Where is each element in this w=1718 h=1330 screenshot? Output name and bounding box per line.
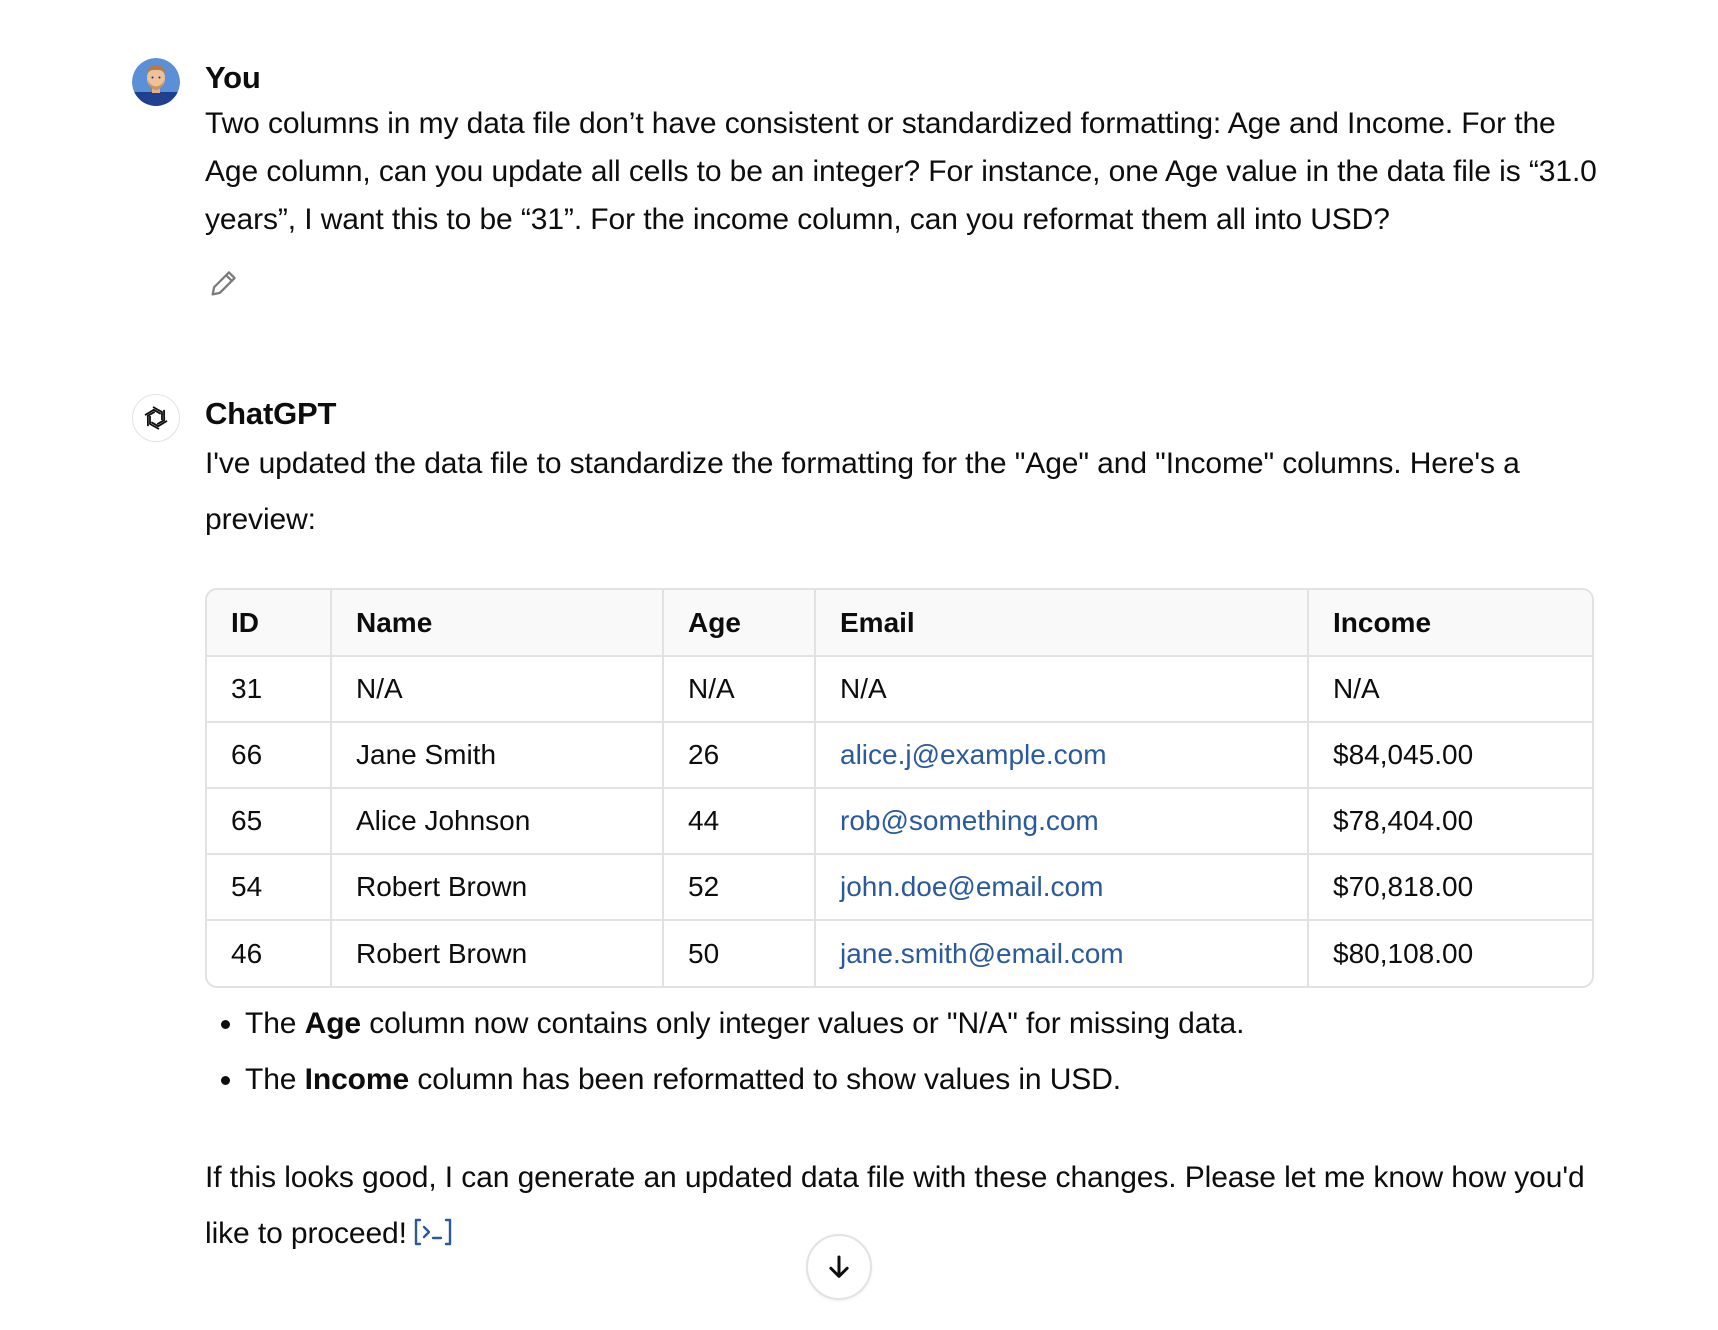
table-row	[207, 854, 1592, 920]
view-analysis-icon[interactable]	[413, 1210, 453, 1266]
cell-email: N/A	[815, 656, 1308, 722]
user-message-text: Two columns in my data file don’t have consistent or standardized formatting: Age and Income. For the Age column, can you update all cells to be an integer? For instance, one Age value in the data file is “31.0 years”, I want this to be “31”. For the income column, can you reformat them all into USD?	[205, 107, 1597, 236]
assistant-author-name: ChatGPT	[205, 396, 337, 431]
table-row	[207, 656, 1592, 722]
table-row	[207, 722, 1592, 788]
cell-name: Robert Brown	[331, 920, 663, 986]
cell-email	[815, 722, 1308, 788]
cell-income: $80,108.00	[1333, 937, 1474, 969]
email-link[interactable]: john.doe@email.com	[840, 871, 1104, 902]
header-id: ID	[207, 590, 331, 656]
cell-age: 50	[663, 920, 815, 986]
pencil-icon[interactable]	[207, 266, 241, 300]
cell-id: 46	[207, 920, 331, 986]
cell-name: N/A	[331, 656, 663, 722]
chatgpt-logo-icon	[132, 394, 180, 442]
assistant-closing-text: If this looks good, I can generate an updated data file with these changes. Please let me know how you'd like to proceed!	[205, 1150, 1600, 1266]
cell-age: 26	[663, 722, 815, 788]
cell-email	[815, 920, 1308, 986]
cell-income: $70,818.00	[1308, 854, 1592, 920]
header-income: Income	[1308, 590, 1592, 656]
cell-name: Jane Smith	[331, 722, 663, 788]
email-link[interactable]: jane.smith@email.com	[840, 937, 1124, 969]
bullet-item: • The Income column has been reformatted to show values in USD.	[245, 1052, 1600, 1108]
cell-income: N/A	[1308, 656, 1592, 722]
cell-id: 31	[207, 656, 331, 722]
email-link[interactable]: rob@something.com	[840, 805, 1099, 836]
bold-term: Age	[304, 1007, 362, 1040]
cell-name: Alice Johnson	[331, 788, 663, 854]
cell-name: Robert Brown	[331, 854, 663, 920]
user-author-name: You	[205, 60, 261, 95]
cell-id: 65	[207, 788, 331, 854]
table-row	[207, 788, 1592, 854]
cell-income: $84,045.00	[1308, 722, 1592, 788]
cell-age: 44	[663, 788, 815, 854]
preview-table	[205, 588, 1594, 988]
scroll-down-button[interactable]	[806, 1234, 872, 1300]
cell-income: $78,404.00	[1308, 788, 1592, 854]
email-link[interactable]: alice.j@example.com	[840, 739, 1107, 770]
bullet-item: • The Age column now contains only integer values or "N/A" for missing data.	[245, 996, 1600, 1052]
cell-id: 66	[207, 722, 331, 788]
table-header-row	[207, 590, 1592, 656]
cell-age: N/A	[663, 656, 815, 722]
arrow-down-icon	[824, 1252, 854, 1282]
assistant-intro-text: I've updated the data file to standardize the formatting for the "Age" and "Income" columns. Here's a preview:	[205, 447, 1520, 536]
header-email: Email	[815, 590, 1308, 656]
bold-term: Income	[304, 1063, 410, 1096]
header-age: Age	[663, 590, 815, 656]
summary-bullets	[205, 996, 1600, 1108]
cell-email	[815, 854, 1308, 920]
table-row	[207, 920, 1592, 986]
cell-id: 54	[207, 854, 331, 920]
cell-email	[815, 788, 1308, 854]
cell-age: 52	[663, 854, 815, 920]
header-name: Name	[331, 590, 663, 656]
user-avatar	[132, 58, 180, 106]
